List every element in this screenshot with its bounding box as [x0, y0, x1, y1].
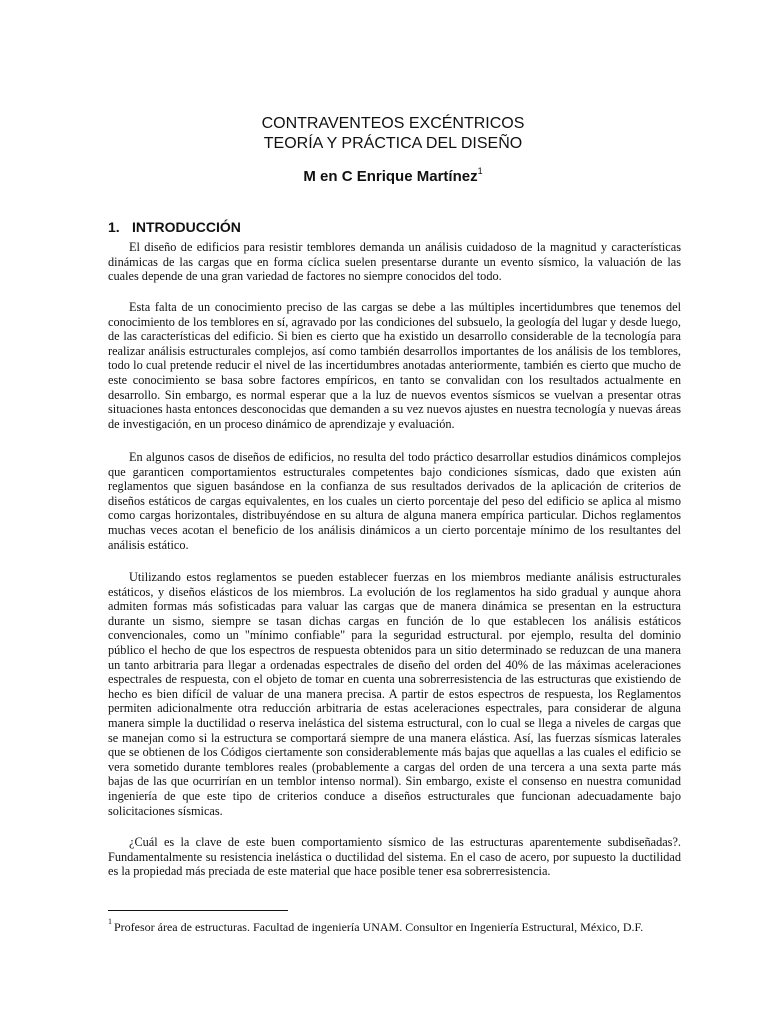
footnote-mark: 1	[108, 917, 112, 926]
paragraph-1: El diseño de edificios para resistir temblores demanda un análisis cuidadoso de la magnitud y características dinámicas de las cargas que en forma cíclica suelen presentarse durante un evento sísmico, la valuación de las cuales depende de una gran variedad de factores no siempre conocidos del todo.	[108, 240, 681, 284]
author-line	[0, 167, 768, 185]
paragraph-3: En algunos casos de diseños de edificios, no resulta del todo práctico desarrollar estudios dinámicos complejos que garanticen comportamientos estructurales competentes bajo condiciones sísmicas, dado que existen aún reglamentos que siguen basándose en la confianza de sus resultados derivados de la aplicación de criterios de diseños estáticos de cargas equivalentes, en los cuales un cierto porcentaje del peso del edificio se aplica al mismo como cargas horizontales, distribuyéndose en su altura de alguna manera empírica particular. Dichos reglamentos muchas veces acotan el beneficio de los análisis dinámicos a un cierto porcentaje mínimo de los resultantes del análisis estático.	[108, 450, 681, 552]
document-title-line-1: CONTRAVENTEOS EXCÉNTRICOS	[261, 115, 525, 132]
author-name: M en C Enrique Martínez	[303, 168, 478, 185]
paragraph-2: Esta falta de un conocimiento preciso de las cargas se debe a las múltiples incertidumbres que tenemos del conocimiento de los temblores en sí, agravado por las condiciones del subsuelo, la geología del lugar y desde luego, de las características del edificio. Si bien es cierto que ha existido un desarrollo considerable de la tecnología para realizar análisis estructurales complejos, así como también desarrollos importantes de los análisis de los temblores, todo lo cual pretende reducir el nivel de las incertidumbres anotadas anteriormente, también es cierto que mucho de este conocimiento se basa sobre factores empíricos, en tanto se convalidan con los resultados actualmente en desarrollo. Sin embargo, es normal esperar que a la luz de nuevos eventos sísmicos se vuelvan a presentar otras situaciones hasta entonces desconocidas que demanden a su vez nuevos ajustes en nuestra tecnología y nuevas áreas de investigación, en un proceso dinámico de aprendizaje y evaluación.	[108, 300, 681, 431]
footnote-text: Profesor área de estructuras. Facultad de ingeniería UNAM. Consultor en Ingeniería Estructural, México, D.F.	[114, 920, 644, 934]
section-number: 1.	[108, 219, 120, 235]
footnote	[108, 916, 688, 935]
footnote-divider	[108, 910, 288, 911]
section-heading	[108, 219, 241, 235]
document-title-line-2: TEORÍA Y PRÁCTICA DEL DISEÑO	[263, 135, 523, 152]
section-title: INTRODUCCIÓN	[132, 219, 241, 235]
paragraph-4: Utilizando estos reglamentos se pueden establecer fuerzas en los miembros mediante análisis estructurales estáticos, y diseños elásticos de los miembros. La evolución de los reglamentos ha sido gradual y aunque ahora admiten formas más sofisticadas para valuar las cargas que de manera dinámica se presentan en la estructura durante un sismo, siempre se tasan dichas cargas en función de lo que establecen los análisis estáticos convencionales, como un "mínimo confiable" para la seguridad estructural. por ejemplo, resulta del dominio público el hecho de que los espectros de respuesta obtenidos para un sitio determinado se reduzcan de una manera un tanto arbitraria para llegar a ordenadas espectrales de diseño del orden del 40% de las máximas aceleraciones espectrales de respuesta, con el objeto de tomar en cuenta una sobrerresistencia de las estructuras que existiendo de hecho es bien difícil de valuar de una manera precisa. A partir de estos espectros de respuesta, los Reglamentos permiten adicionalmente otra reducción arbitraria de estas aceleraciones espectrales, para considerar de alguna manera simple la ductilidad o reserva inelástica del sistema estructural, con lo cual se llega a niveles de cargas que se manejan como si la estructura se comportará siempre de una manera elástica. Así, las fuerzas sísmicas laterales que se obtienen de los Códigos ciertamente son considerablemente más bajas que aquellas a las cuales el edificio se vera sometido durante temblores reales (probablemente a cargas del orden de una tercera a una sexta parte más bajas de las que ocurrirían en un temblor intenso normal). Sin embargo, existe el consenso en nuestra comunidad ingeniería de que este tipo de criterios conduce a diseños estructurales que funcionan adecuadamente bajo solicitaciones sísmicas.	[108, 570, 681, 818]
paragraph-5: ¿Cuál es la clave de este buen comportamiento sísmico de las estructuras aparentemente subdiseñadas?. Fundamentalmente su resistencia inelástica o ductilidad del sistema. En el caso de acero, por supuesto la ductilidad es la propiedad más preciada de este material que hace posible tener esa sobrerresistencia.	[108, 835, 681, 879]
author-footnote-mark: 1	[477, 166, 483, 176]
